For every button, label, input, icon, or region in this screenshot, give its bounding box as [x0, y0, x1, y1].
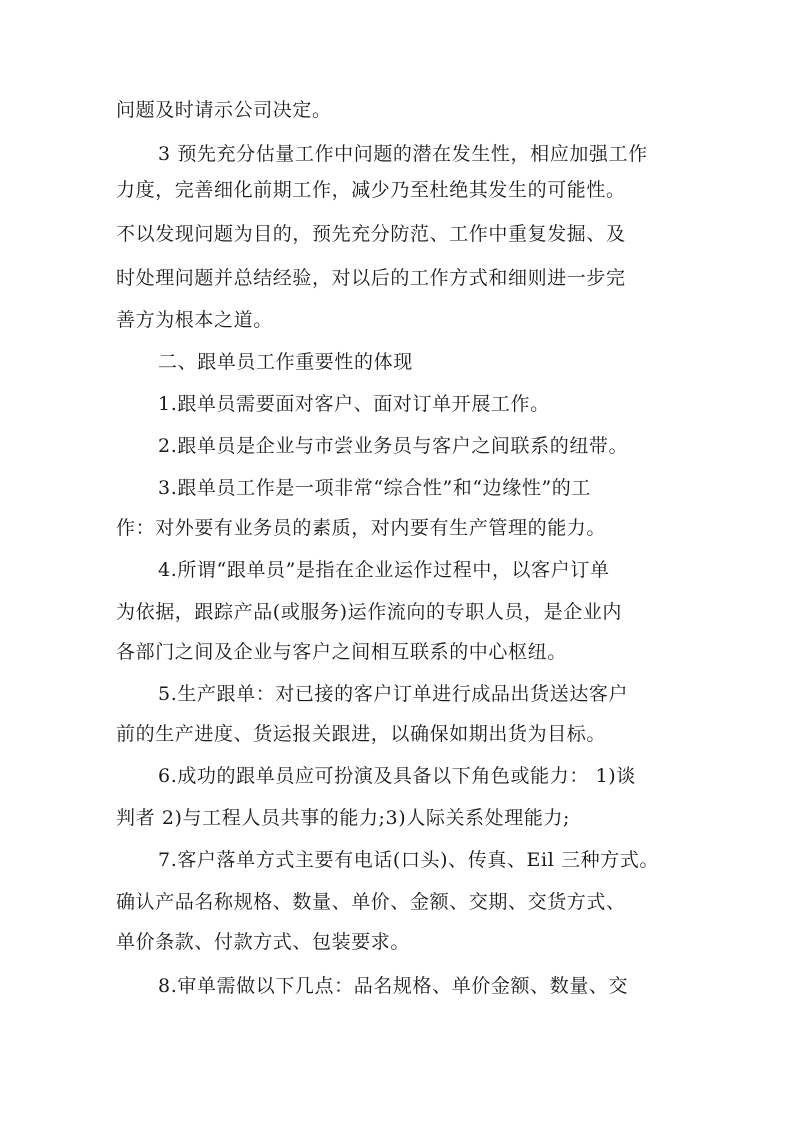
text-line-15: 5.生产跟单：对已接的客户订单进行成品出货送达客户: [158, 683, 629, 705]
text-line-21: 单价条款、付款方式、包装要求。: [116, 931, 411, 953]
text-line-16: 前的生产进度、货运报关跟进，以确保如期出货为目标。: [116, 723, 607, 745]
text-line-19: 7.客户落单方式主要有电话(口头)、传真、Eil 三种方式。: [158, 849, 660, 871]
text-line-5: 时处理问题并总结经验，对以后的工作方式和细则进一步完: [116, 267, 626, 289]
text-line-1: 问题及时请示公司决定。: [116, 99, 332, 121]
text-line-11: 作：对外要有业务员的素质，对内要有生产管理的能力。: [116, 517, 607, 539]
text-line-4: 不以发现问题为目的，预先充分防范、工作中重复发掘、及: [116, 223, 626, 245]
text-line-2: 3 预先充分估量工作中问题的潜在发生性，相应加强工作: [158, 143, 648, 165]
text-line-22: 8.审单需做以下几点：品名规格、单价金额、数量、交: [158, 975, 629, 997]
text-line-18: 判者 2)与工程人员共事的能力;3)人际关系处理能力;: [116, 807, 571, 829]
text-line-17: 6.成功的跟单员应可扮演及具备以下角色或能力： 1)谈: [158, 765, 636, 787]
text-line-10: 3.跟单员工作是一项非常“综合性”和“边缘性”的工: [158, 477, 591, 499]
text-line-9: 2.跟单员是企业与市尝业务员与客户之间联系的纽带。: [158, 435, 629, 457]
text-line-3: 力度，完善细化前期工作，减少乃至杜绝其发生的可能性。: [116, 179, 626, 201]
text-line-20: 确认产品名称规格、数量、单价、金额、交期、交货方式、: [116, 891, 626, 913]
section-heading: 二、跟单员工作重要性的体现: [158, 351, 413, 373]
text-line-8: 1.跟单员需要面对客户、面对订单开展工作。: [158, 393, 550, 415]
text-line-12: 4.所谓“跟单员”是指在企业运作过程中，以客户订单: [158, 559, 610, 581]
text-line-13: 为依据，跟踪产品(或服务)运作流向的专职人员，是企业内: [116, 601, 623, 623]
text-line-14: 各部门之间及企业与客户之间相互联系的中心枢纽。: [116, 641, 567, 663]
text-line-6: 善方为根本之道。: [116, 309, 273, 331]
